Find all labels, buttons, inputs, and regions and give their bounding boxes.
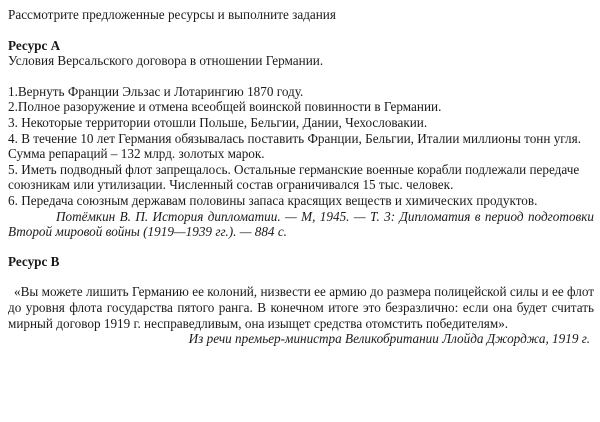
- resource-b-quote: «Вы можете лишить Германию ее колоний, низвести ее армию до размера полицейской силы и ее флот до уровня флота государства пятого ранга. В конечном итоге это безразлично: если она будет считать мирный договор 1919 г. несправедливым, она изыщет средства отомстить победителям».: [8, 284, 594, 331]
- treaty-terms-list: [8, 84, 594, 209]
- task-instruction: Рассмотрите предложенные ресурсы и выполните задания: [8, 7, 336, 22]
- treaty-term-4: 4. В течение 10 лет Германия обязывалась поставить Франции, Бельгии, Италии миллионы тонн угля. Сумма репараций – 132 млрд. золотых марок.: [8, 130, 581, 162]
- treaty-term-6: 6. Передача союзным державам половины запаса красящих веществ и химических продуктов.: [8, 192, 538, 208]
- resource-a-citation: Потёмкин В. П. История дипломатии. — М, 1945. — Т. 3: Дипломатия в период подготовки Второй мировой войны (1919—1939 гг.). — 884 с.: [8, 208, 594, 240]
- resource-a-title: Ресурс А: [8, 37, 61, 53]
- resource-b-title: Ресурс В: [8, 253, 60, 269]
- treaty-term-3: 3. Некоторые территории отошли Польше, Бельгии, Дании, Чехословакии.: [8, 114, 428, 130]
- resource-a-subtitle: Условия Версальского договора в отношении Германии.: [8, 53, 324, 69]
- treaty-term-5: 5. Иметь подводный флот запрещалось. Остальные германские военные корабли подлежали передаче союзникам или утилизации. Численный состав ограничивался 15 тыс. человек.: [8, 161, 580, 193]
- treaty-term-1: 1.Вернуть Франции Эльзас и Лотарингию 1870 году.: [8, 83, 304, 99]
- document-page: [8, 7, 594, 347]
- resource-b-source: Из речи премьер-министра Великобритании Ллойда Джорджа, 1919 г.: [188, 331, 590, 347]
- resource-b-section: [8, 254, 594, 347]
- treaty-term-2: 2.Полное разоружение и отмена всеобщей воинской повинности в Германии.: [8, 99, 442, 115]
- resource-a-section: [8, 38, 594, 240]
